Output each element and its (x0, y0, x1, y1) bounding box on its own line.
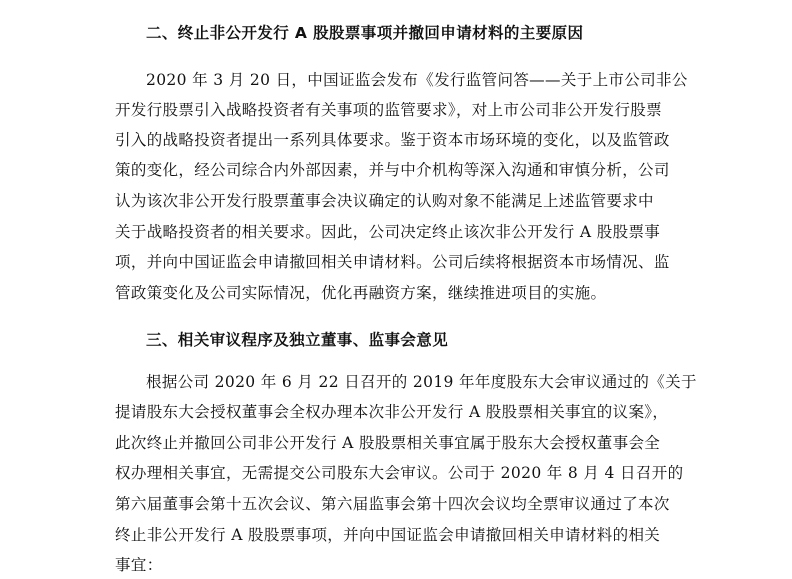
paragraph-line: 策的变化，经公司综合内外部因素，并与中介机构等深入沟通和审慎分析，公司 (115, 161, 670, 179)
paragraph-line: 2020 年 3 月 20 日，中国证监会发布《发行监管问答——关于上市公司非公 (146, 71, 688, 89)
paragraph-line: 引入的战略投资者提出一系列具体要求。鉴于资本市场环境的变化，以及监管政 (115, 131, 670, 149)
paragraph-line: 终止非公开发行 A 股股票事项，并向中国证监会申请撤回相关申请材料的相关 (115, 526, 661, 544)
paragraph-line: 此次终止并撤回公司非公开发行 A 股股票相关事宜属于股东大会授权董事会全 (115, 434, 661, 452)
paragraph-line: 事宜： (115, 556, 163, 574)
paragraph-line: 提请股东大会授权董事会全权办理本次非公开发行 A 股股票相关事宜的议案》， (115, 403, 669, 421)
paragraph-line: 认为该次非公开发行股票董事会决议确定的认购对象不能满足上述监管要求中 (115, 192, 654, 210)
section-heading-review-procedures: 三、相关审议程序及独立董事、监事会意见 (146, 331, 449, 349)
paragraph-line: 关于战略投资者的相关要求。因此，公司决定终止该次非公开发行 A 股股票事 (115, 223, 661, 241)
paragraph-line: 权办理相关事宜，无需提交公司股东大会审议。公司于 2020 年 8 月 4 日召开的 (115, 464, 684, 482)
paragraph-line: 第六届董事会第十五次会议、第六届监事会第十四次会议均全票审议通过了本次 (115, 495, 670, 513)
paragraph-line: 项，并向中国证监会申请撤回相关申请材料。公司后续将根据资本市场情况、监 (115, 253, 670, 271)
paragraph-line: 根据公司 2020 年 6 月 22 日召开的 2019 年年度股东大会审议通过的《关于 (146, 373, 697, 391)
paragraph-line: 开发行股票引入战略投资者有关事项的监管要求》，对上市公司非公开发行股票 (115, 101, 663, 119)
section-heading-termination-reasons: 二、终止非公开发行 A 股股票事项并撤回申请材料的主要原因 (146, 24, 584, 42)
paragraph-line: 管政策变化及公司实际情况，优化再融资方案，继续推进项目的实施。 (115, 284, 607, 302)
